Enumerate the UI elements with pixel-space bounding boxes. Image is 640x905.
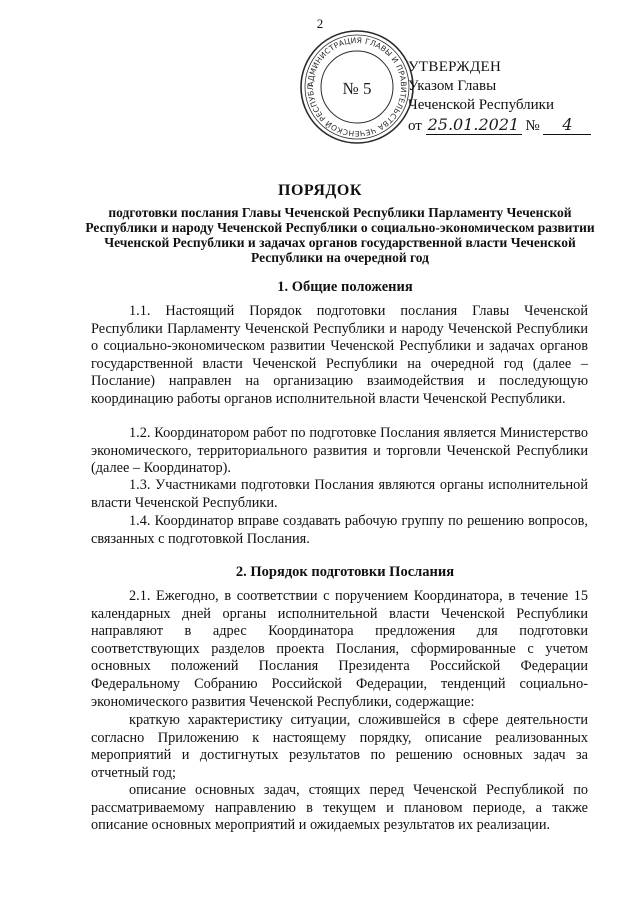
seal-number: № 5 — [342, 79, 372, 98]
document-title: ПОРЯДОК — [278, 182, 362, 199]
approval-date-row — [408, 115, 591, 136]
seal-ring-text: АДМИНИСТРАЦИЯ ГЛАВЫ И ПРАВИТЕЛЬСТВА ЧЕЧЕНСКОЙ РЕСПУБЛ — [305, 35, 409, 139]
official-seal — [298, 28, 416, 146]
paragraph: 1.1. Настоящий Порядок подготовки послания Главы Чеченской Республики Парламенту Чеченской Республики и народу Чеченской Республики о социально-экономическом развитии Чеченской Республики и задачах органов государственной власти Чеченской Республики на очередной год (далее – Послание) направлен на организацию взаимодействия и последующую координацию работы органов исполнительной власти Чеченской Республики. — [91, 303, 588, 407]
number-label: № — [525, 118, 540, 134]
paragraph: краткую характеристику ситуации, сложившейся в сфере деятельности согласно Приложению к настоящему порядку, описание реализованных мероприятий и достигнутых результатов по решению основных задач за отчетный год; — [91, 712, 588, 781]
seal-graphic — [298, 28, 416, 146]
approval-decree: Указом Главы — [408, 78, 497, 94]
paragraph: описание основных задач, стоящих перед Чеченской Республикой по рассматриваемому направлению в текущем и плановом периоде, а также описание основных мероприятий и ожидаемых результатов их реализации. — [91, 782, 588, 834]
number-value: 4 — [543, 115, 591, 135]
document-subtitle: подготовки послания Главы Чеченской Республики Парламенту Чеченской Республики и народу Чеченской Республики о социально-экономическом развитии Чеченской Республики и задачах органов государственной власти Чеченской Республики на очередной год — [85, 205, 595, 265]
paragraph: 1.2. Координатором работ по подготовке Послания является Министерство экономического, территориального развития и торговли Чеченской Республики (далее – Координатор). — [91, 425, 588, 477]
section-heading: 1. Общие положения — [277, 279, 413, 295]
approval-block — [408, 58, 591, 136]
approval-title: УТВЕРЖДЕН — [408, 59, 502, 75]
paragraph: 2.1. Ежегодно, в соответствии с поручением Координатора, в течение 15 календарных дней органы исполнительной власти Чеченской Республики направляют в адрес Координатора предложения для подготовки соответствующих разделов проекта Послания, сформированные с учетом основных положений Послания Президента Российской Федерации Федеральному Собранию Российской Федерации, тенденций социально-экономического развития Чеченской Республики, содержащие: — [91, 588, 588, 710]
date-prefix: от — [408, 118, 422, 134]
page-number: 2 — [316, 16, 324, 31]
date-value: 25.01.2021 — [426, 115, 522, 135]
section-heading: 2. Порядок подготовки Послания — [235, 564, 455, 580]
paragraph: 1.4. Координатор вправе создавать рабочую группу по решению вопросов, связанных с подготовкой Послания. — [91, 513, 588, 547]
paragraph: 1.3. Участниками подготовки Послания являются органы исполнительной власти Чеченской Республики. — [91, 477, 588, 511]
approval-republic: Чеченской Республики — [408, 97, 554, 113]
